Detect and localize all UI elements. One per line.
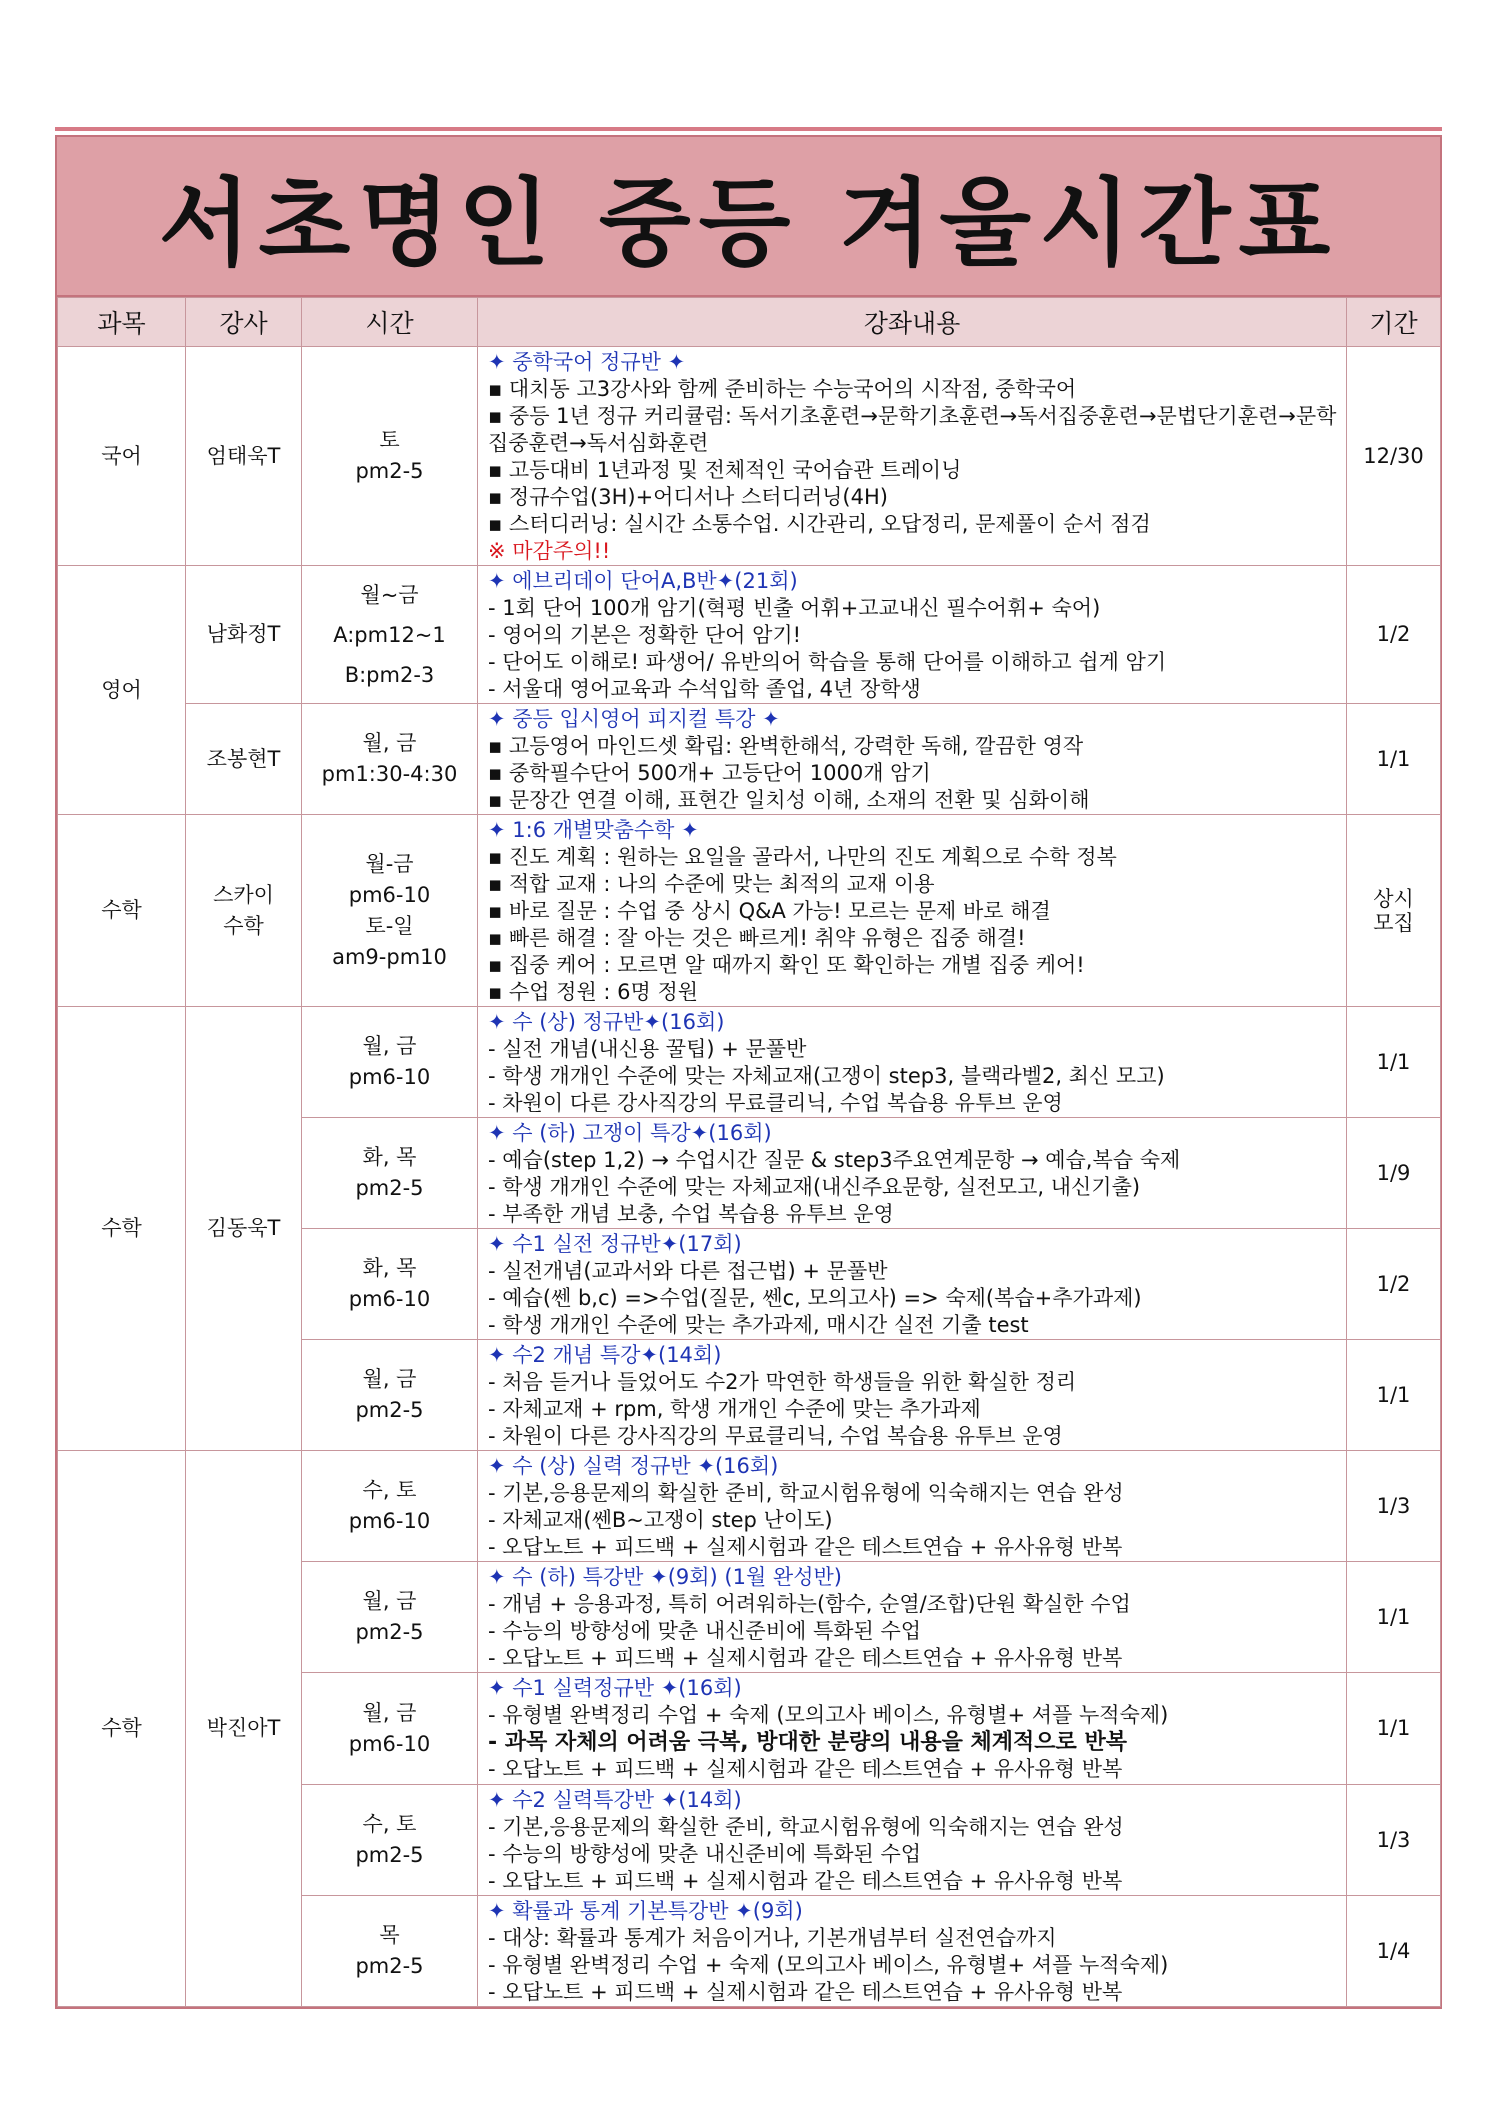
teacher-cell: 박진아T xyxy=(186,1451,302,2007)
time-line: 화, 목 xyxy=(362,1256,417,1280)
time-line: 화, 목 xyxy=(362,1145,417,1169)
table-row xyxy=(58,1007,1441,1118)
course-line-emphasis: - 과목 자체의 어려움 극복, 방대한 분량의 내용을 체계적으로 반복 xyxy=(488,1730,1127,1755)
course-line: - 수능의 방향성에 맞춘 내신준비에 특화된 수업 xyxy=(488,1842,922,1866)
teacher-cell: 엄태욱T xyxy=(186,347,302,566)
time-line: 월~금 xyxy=(360,582,419,607)
course-line: - 자체교재 + rpm, 학생 개개인 수준에 맞는 추가과제 xyxy=(488,1397,981,1421)
course-line: - 실전개념(교과서와 다른 접근법) + 문풀반 xyxy=(488,1259,888,1283)
table-row xyxy=(58,347,1441,566)
deadline-warning: ※ 마감주의!! xyxy=(488,539,611,563)
course-line: - 오답노트 + 피드백 + 실제시험과 같은 테스트연습 + 유사유형 반복 xyxy=(488,1646,1123,1670)
course-line: - 기본,응용문제의 확실한 준비, 학교시험유형에 익숙해지는 연습 완성 xyxy=(488,1815,1124,1839)
time-line: 월, 금 xyxy=(362,1367,417,1391)
course-line: - 기본,응용문제의 확실한 준비, 학교시험유형에 익숙해지는 연습 완성 xyxy=(488,1481,1124,1505)
time-cell xyxy=(302,815,478,1007)
course-title: ✦ 수 (상) 정규반✦(16회) xyxy=(488,1010,725,1034)
course-line: - 대상: 확률과 통계가 처음이거나, 기본개념부터 실전연습까지 xyxy=(488,1926,1057,1950)
content-cell xyxy=(478,566,1347,704)
period-cell xyxy=(1347,815,1441,1007)
time-cell xyxy=(302,704,478,815)
time-cell xyxy=(302,566,478,704)
table-row xyxy=(58,704,1441,815)
course-title: ✦ 확률과 통계 기본특강반 ✦(9회) xyxy=(488,1899,803,1923)
period-cell: 1/1 xyxy=(1347,1562,1441,1673)
course-line: ▪ 빠른 해결 : 잘 아는 것은 빠르게! 취약 유형은 집중 해결! xyxy=(488,926,1026,950)
time-line: 수, 토 xyxy=(362,1812,417,1836)
course-title: ✦ 수 (하) 특강반 ✦(9회) (1월 완성반) xyxy=(488,1565,842,1589)
teacher-cell: 남화정T xyxy=(186,566,302,704)
page-title: 서초명인 중등 겨울시간표 xyxy=(158,169,1339,279)
course-line: - 1회 단어 100개 암기(혁평 빈출 어휘+고교내신 필수어휘+ 숙어) xyxy=(488,596,1101,620)
time-cell xyxy=(302,1340,478,1451)
course-line: ▪ 진도 계획 : 원하는 요일을 골라서, 나만의 진도 계획으로 수학 정복 xyxy=(488,845,1117,869)
period-cell: 12/30 xyxy=(1347,347,1441,566)
time-line: pm6-10 xyxy=(348,1509,431,1533)
teacher-cell: 김동욱T xyxy=(186,1007,302,1451)
course-line: ▪ 중등 1년 정규 커리큘럼: 독서기초훈련→문학기초훈련→독서집중훈련→문법단기훈련→문학집중훈련→독서심화훈련 xyxy=(488,404,1337,455)
content-cell xyxy=(478,1118,1347,1229)
subject-cell: 수학 xyxy=(58,1451,186,2007)
course-line: ▪ 바로 질문 : 수업 중 상시 Q&A 가능! 모르는 문제 바로 해결 xyxy=(488,899,1051,923)
course-line: - 개념 + 응용과정, 특히 어려워하는(함수, 순열/조합)단원 확실한 수업 xyxy=(488,1592,1131,1616)
time-line: 월, 금 xyxy=(362,1589,417,1613)
time-line: pm6-10 xyxy=(348,1065,431,1089)
period-cell: 1/3 xyxy=(1347,1451,1441,1562)
course-line: - 실전 개념(내신용 꿀팁) + 문풀반 xyxy=(488,1037,807,1061)
course-title: ✦ 수2 개념 특강✦(14회) xyxy=(488,1343,722,1367)
time-cell xyxy=(302,1451,478,1562)
course-line: - 부족한 개념 보충, 수업 복습용 유투브 운영 xyxy=(488,1202,894,1226)
time-line: 목 xyxy=(379,1923,400,1947)
table-row xyxy=(58,815,1441,1007)
time-line: pm2-5 xyxy=(355,1398,424,1422)
timetable-sheet xyxy=(55,135,1442,2009)
time-line: pm2-5 xyxy=(355,1843,424,1867)
course-line: - 오답노트 + 피드백 + 실제시험과 같은 테스트연습 + 유사유형 반복 xyxy=(488,1980,1123,2004)
time-cell xyxy=(302,347,478,566)
time-cell xyxy=(302,1562,478,1673)
subject-cell: 수학 xyxy=(58,1007,186,1451)
timetable xyxy=(57,297,1441,2007)
header-teacher: 강사 xyxy=(186,298,302,347)
title-banner xyxy=(57,137,1440,297)
period-cell: 1/3 xyxy=(1347,1785,1441,1896)
content-cell xyxy=(478,1007,1347,1118)
course-title: ✦ 에브리데이 단어A,B반✦(21회) xyxy=(488,569,798,593)
course-line: ▪ 정규수업(3H)+어디서나 스터디러닝(4H) xyxy=(488,485,888,509)
content-cell xyxy=(478,1340,1347,1451)
course-line: - 학생 개개인 수준에 맞는 자체교재(내신주요문항, 실전모고, 내신기출) xyxy=(488,1175,1141,1199)
course-title: ✦ 수 (상) 실력 정규반 ✦(16회) xyxy=(488,1454,779,1478)
header-subject: 과목 xyxy=(58,298,186,347)
course-line: ▪ 집중 케어 : 모르면 알 때까지 확인 또 확인하는 개별 집중 케어! xyxy=(488,953,1085,977)
time-cell xyxy=(302,1785,478,1896)
course-title: ✦ 수2 실력특강반 ✦(14회) xyxy=(488,1788,742,1812)
header-row xyxy=(58,298,1441,347)
course-line: ▪ 대치동 고3강사와 함께 준비하는 수능국어의 시작점, 중학국어 xyxy=(488,377,1077,401)
table-row xyxy=(58,566,1441,704)
course-line: - 차원이 다른 강사직강의 무료클리닉, 수업 복습용 유투브 운영 xyxy=(488,1424,1063,1448)
teacher-line: 수학 xyxy=(223,913,264,938)
time-line: 토 xyxy=(379,428,400,452)
table-row xyxy=(58,1451,1441,1562)
course-line: - 자체교재(쎈B~고쟁이 step 난이도) xyxy=(488,1508,833,1532)
course-line: ▪ 수업 정원 : 6명 정원 xyxy=(488,980,699,1004)
period-cell: 1/1 xyxy=(1347,1007,1441,1118)
content-cell xyxy=(478,1562,1347,1673)
period-cell: 1/1 xyxy=(1347,1340,1441,1451)
period-cell: 1/4 xyxy=(1347,1896,1441,2007)
teacher-line: 스카이 xyxy=(213,882,274,907)
teacher-cell: 조봉현T xyxy=(186,704,302,815)
content-cell xyxy=(478,1673,1347,1785)
period-cell: 1/2 xyxy=(1347,566,1441,704)
time-cell xyxy=(302,1007,478,1118)
course-line: ▪ 고등대비 1년과정 및 전체적인 국어습관 트레이닝 xyxy=(488,458,962,482)
content-cell xyxy=(478,704,1347,815)
course-line: - 영어의 기본은 정확한 단어 암기! xyxy=(488,623,802,647)
subject-cell: 국어 xyxy=(58,347,186,566)
subject-cell: 영어 xyxy=(58,566,186,815)
time-line: 월, 금 xyxy=(362,731,417,755)
course-title: ✦ 중등 입시영어 피지컬 특강 ✦ xyxy=(488,707,780,731)
course-line: - 차원이 다른 강사직강의 무료클리닉, 수업 복습용 유투브 운영 xyxy=(488,1091,1063,1115)
course-title: ✦ 1:6 개별맞춤수학 ✦ xyxy=(488,818,699,842)
content-cell xyxy=(478,347,1347,566)
course-line: - 오답노트 + 피드백 + 실제시험과 같은 테스트연습 + 유사유형 반복 xyxy=(488,1757,1123,1781)
time-line: pm6-10 xyxy=(348,1731,431,1756)
course-line: ▪ 적합 교재 : 나의 수준에 맞는 최적의 교재 이용 xyxy=(488,872,935,896)
time-line: 월, 금 xyxy=(362,1034,417,1058)
period-cell: 1/1 xyxy=(1347,704,1441,815)
time-line: pm2-5 xyxy=(355,1954,424,1978)
time-line: 토-일 xyxy=(365,913,414,938)
time-line: 월-금 xyxy=(365,851,414,876)
time-line: 수, 토 xyxy=(362,1478,417,1502)
time-line: B:pm2-3 xyxy=(344,662,435,687)
time-line: pm6-10 xyxy=(348,882,431,907)
content-cell xyxy=(478,1451,1347,1562)
content-cell xyxy=(478,1896,1347,2007)
time-line: pm2-5 xyxy=(355,1176,424,1200)
course-line: - 서울대 영어교육과 수석입학 졸업, 4년 장학생 xyxy=(488,677,921,701)
course-line: - 학생 개개인 수준에 맞는 자체교재(고쟁이 step3, 블랙라벨2, 최신 모고) xyxy=(488,1064,1165,1088)
course-line: - 오답노트 + 피드백 + 실제시험과 같은 테스트연습 + 유사유형 반복 xyxy=(488,1869,1123,1893)
teacher-cell xyxy=(186,815,302,1007)
course-line: ▪ 문장간 연결 이해, 표현간 일치성 이해, 소재의 전환 및 심화이해 xyxy=(488,788,1090,812)
course-title: ✦ 수1 실력정규반 ✦(16회) xyxy=(488,1676,742,1700)
course-title: ✦ 수 (하) 고쟁이 특강✦(16회) xyxy=(488,1121,772,1145)
time-line: 월, 금 xyxy=(362,1700,417,1725)
course-line: ▪ 스터디러닝: 실시간 소통수업. 시간관리, 오답정리, 문제풀이 순서 점검 xyxy=(488,512,1151,536)
course-line: - 학생 개개인 수준에 맞는 추가과제, 매시간 실전 기출 test xyxy=(488,1313,1029,1337)
time-line: pm2-5 xyxy=(355,459,424,483)
header-period: 기간 xyxy=(1347,298,1441,347)
period-cell: 1/9 xyxy=(1347,1118,1441,1229)
time-line: pm6-10 xyxy=(348,1287,431,1311)
course-line: - 단어도 이해로! 파생어/ 유반의어 학습을 통해 단어를 이해하고 쉽게 암기 xyxy=(488,650,1167,674)
time-line: pm1:30-4:30 xyxy=(321,762,458,786)
period-cell: 1/1 xyxy=(1347,1673,1441,1785)
content-cell xyxy=(478,1229,1347,1340)
time-cell xyxy=(302,1896,478,2007)
period-line: 모집 xyxy=(1373,910,1414,935)
course-line: ▪ 중학필수단어 500개+ 고등단어 1000개 암기 xyxy=(488,761,931,785)
course-title: ✦ 수1 실전 정규반✦(17회) xyxy=(488,1232,742,1256)
period-line: 상시 xyxy=(1373,886,1414,911)
content-cell xyxy=(478,815,1347,1007)
time-line: am9-pm10 xyxy=(332,944,447,969)
course-title: ✦ 중학국어 정규반 ✦ xyxy=(488,350,686,374)
course-line: - 수능의 방향성에 맞춘 내신준비에 특화된 수업 xyxy=(488,1619,922,1643)
time-cell xyxy=(302,1229,478,1340)
time-cell xyxy=(302,1673,478,1785)
top-rule xyxy=(55,127,1442,131)
time-line: pm2-5 xyxy=(355,1620,424,1644)
period-cell: 1/2 xyxy=(1347,1229,1441,1340)
subject-cell: 수학 xyxy=(58,815,186,1007)
course-line: - 유형별 완벽정리 수업 + 숙제 (모의고사 베이스, 유형별+ 셔플 누적숙제) xyxy=(488,1953,1169,1977)
course-line: - 예습(step 1,2) → 수업시간 질문 & step3주요연계문항 → 예습,복습 숙제 xyxy=(488,1148,1181,1172)
course-line: ▪ 고등영어 마인드셋 확립: 완벽한해석, 강력한 독해, 깔끔한 영작 xyxy=(488,734,1084,758)
time-cell xyxy=(302,1118,478,1229)
course-line: - 유형별 완벽정리 수업 + 숙제 (모의고사 베이스, 유형별+ 셔플 누적숙제) xyxy=(488,1703,1169,1727)
time-line: A:pm12~1 xyxy=(333,622,446,647)
course-line: - 처음 듣거나 들었어도 수2가 막연한 학생들을 위한 확실한 정리 xyxy=(488,1370,1077,1394)
header-time: 시간 xyxy=(302,298,478,347)
course-line: - 예습(쎈 b,c) =>수업(질문, 쎈c, 모의고사) => 숙제(복습+추가과제) xyxy=(488,1286,1142,1310)
header-content: 강좌내용 xyxy=(478,298,1347,347)
course-line: - 오답노트 + 피드백 + 실제시험과 같은 테스트연습 + 유사유형 반복 xyxy=(488,1535,1123,1559)
content-cell xyxy=(478,1785,1347,1896)
timetable-page xyxy=(55,127,1442,2009)
